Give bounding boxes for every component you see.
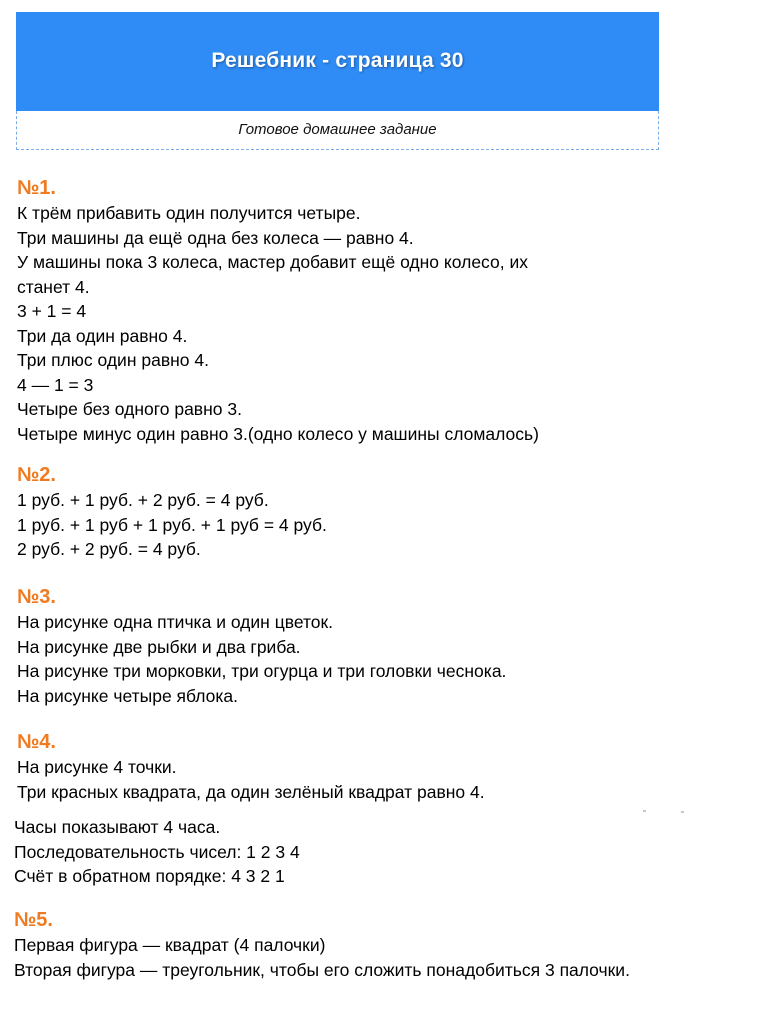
answer-line: 4 — 1 = 3	[17, 374, 94, 395]
answer-line: 1 руб. + 1 руб + 1 руб. + 1 руб = 4 руб.	[17, 514, 327, 535]
answer-line: станет 4.	[17, 276, 90, 297]
subtitle-box	[16, 111, 659, 150]
answer-line: Вторая фигура — треугольник, чтобы его сложить понадобиться 3 палочки.	[14, 959, 630, 980]
section-heading: №3.	[17, 586, 56, 608]
section-5	[14, 907, 630, 982]
answer-line: Три плюс один равно 4.	[17, 350, 209, 370]
page-subtitle: Готовое домашнее задание	[238, 121, 437, 138]
page-header	[16, 12, 659, 111]
section-heading: №4.	[17, 731, 56, 753]
answer-line: Четыре минус один равно 3.(одно колесо у машины сломалось)	[17, 423, 539, 444]
section-3	[17, 584, 506, 708]
answer-line: Три машины да ещё одна без колеса — равно 4.	[17, 227, 414, 248]
answer-line: На рисунке три морковки, три огурца и три головки чеснока.	[17, 661, 507, 681]
answer-line: На рисунке две рыбки и два гриба.	[17, 636, 301, 657]
answer-line: На рисунке одна птичка и один цветок.	[17, 612, 334, 632]
section-1	[17, 175, 539, 446]
answer-line: На рисунке четыре яблока.	[17, 685, 239, 706]
answer-line: Счёт в обратном порядке: 4 3 2 1	[14, 866, 285, 886]
answer-line: 3 + 1 = 4	[17, 301, 87, 321]
answer-line: Часы показывают 4 часа.	[14, 817, 221, 837]
page-title: Решебник - страница 30	[211, 49, 464, 72]
answer-line: Три красных квадрата, да один зелёный квадрат равно 4.	[17, 781, 485, 802]
section-4-continued	[14, 815, 300, 889]
answer-line: На рисунке 4 точки.	[17, 757, 177, 777]
section-4	[17, 729, 485, 804]
answer-line: 1 руб. + 1 руб. + 2 руб. = 4 руб.	[17, 490, 269, 510]
answer-line: Четыре без одного равно 3.	[17, 399, 242, 419]
section-heading: №1.	[17, 177, 56, 199]
answer-line: Первая фигура — квадрат (4 палочки)	[14, 935, 326, 955]
scan-artifact	[681, 811, 684, 813]
answer-line: Последовательность чисел: 1 2 3 4	[14, 841, 300, 862]
answer-line: У машины пока 3 колеса, мастер добавит ещё одно колесо, их	[17, 252, 528, 272]
answer-line: К трём прибавить один получится четыре.	[17, 203, 361, 223]
answer-line: Три да один равно 4.	[17, 325, 188, 346]
section-heading: №5.	[14, 909, 53, 931]
answer-line: 2 руб. + 2 руб. = 4 руб.	[17, 539, 201, 559]
section-heading: №2.	[17, 464, 56, 486]
scan-artifact	[643, 810, 646, 812]
section-2	[17, 462, 327, 562]
